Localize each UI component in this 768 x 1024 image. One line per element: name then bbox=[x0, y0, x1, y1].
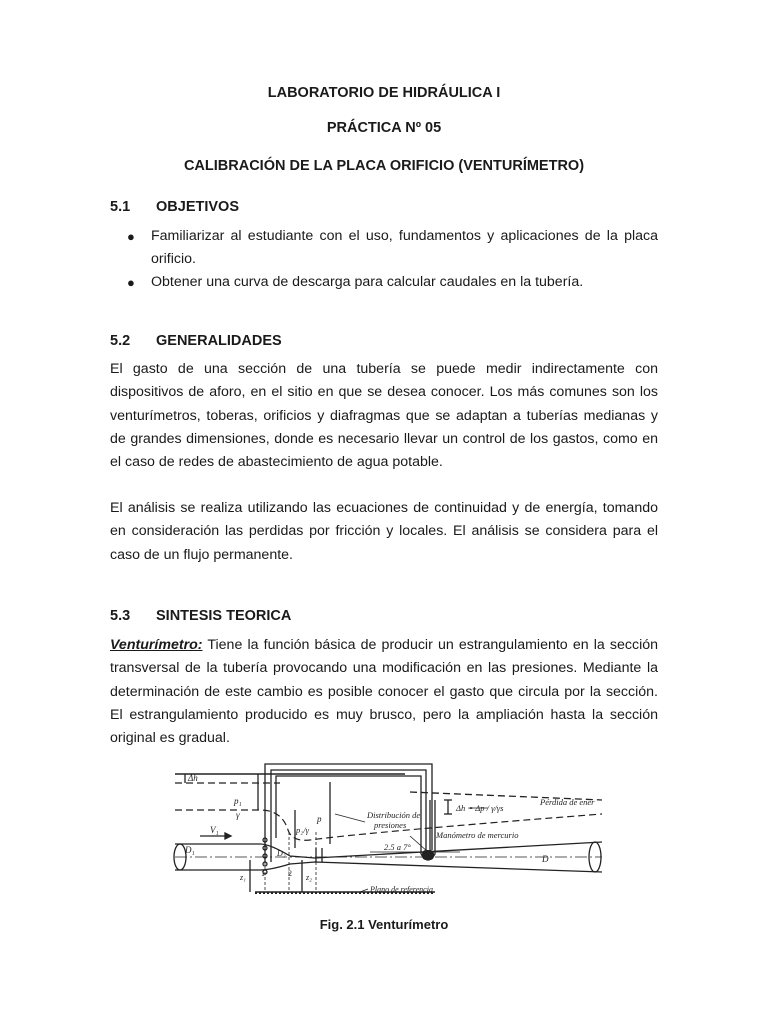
section-number: 5.1 bbox=[110, 199, 131, 215]
label-p1: p₁ bbox=[234, 796, 242, 806]
label-gamma: γ bbox=[236, 810, 240, 820]
label-z1: z₁ bbox=[240, 873, 246, 882]
label-formula: Δh = Δp / γ/γs bbox=[456, 803, 504, 813]
label-distribucion: Distribución de bbox=[367, 810, 421, 820]
lab-title: LABORATORIO DE HIDRÁULICA I bbox=[267, 85, 501, 101]
section-heading-sintesis bbox=[110, 608, 291, 624]
section-heading-generalidades bbox=[110, 333, 282, 349]
label-p: p bbox=[317, 814, 322, 824]
label-section-1: 1 bbox=[261, 869, 265, 878]
label-d2: D₂ bbox=[277, 849, 286, 858]
venturimeter-diagram bbox=[170, 752, 602, 902]
practice-number: PRÁCTICA Nº 05 bbox=[326, 120, 442, 136]
section-title: GENERALIDADES bbox=[156, 333, 282, 349]
label-p2: p₂/γ bbox=[296, 825, 309, 835]
bullet-icon: ● bbox=[127, 229, 135, 244]
label-angle: 2.5 a 7° bbox=[384, 842, 411, 852]
label-manometro: Manómetro de mercurio bbox=[436, 830, 519, 840]
paragraph-venturimetro bbox=[110, 634, 658, 750]
label-section-2: 2 bbox=[288, 869, 292, 878]
paragraph-generalidades-1: El gasto de una sección de una tubería se puede medir indirectamente con dispositivos de aforo, en el sitio en que se desea conocer. Los más comunes son los venturímetros, toberas, orificios y diafragmas que se adaptan a tuberías medianas y de grandes dimensiones, donde es necesario llevar un control de los gastos, como en el caso de redes de abastecimiento de agua potable. bbox=[110, 361, 658, 471]
bullet-icon: ● bbox=[127, 275, 135, 290]
term-venturimetro: Venturímetro: bbox=[110, 637, 203, 653]
label-plano: Plano de referencia bbox=[370, 885, 433, 894]
list-item bbox=[110, 225, 658, 271]
objectives-list bbox=[110, 225, 658, 294]
label-d1: D₁ bbox=[185, 845, 195, 855]
list-item-text: Familiarizar al estudiante con el uso, fundamentos y aplicaciones de la placa orificio. bbox=[151, 228, 658, 267]
list-item bbox=[110, 271, 658, 294]
practice-subject: CALIBRACIÓN DE LA PLACA ORIFICIO (VENTURÍMETRO) bbox=[183, 158, 585, 174]
label-perdida: Pérdida de ener bbox=[540, 797, 595, 807]
label-v1: V₁ bbox=[210, 825, 219, 835]
section-number: 5.3 bbox=[110, 608, 131, 624]
paragraph-generalidades-2: El análisis se realiza utilizando las ecuaciones de continuidad y de energía, tomando en consideración las perdidas por fricción y locales. El análisis se considera para el caso de un flujo permanente. bbox=[110, 500, 658, 563]
label-z2: z₂ bbox=[306, 873, 312, 882]
list-item-text: Obtener una curva de descarga para calcular caudales en la tubería. bbox=[151, 274, 584, 290]
section-title: OBJETIVOS bbox=[156, 199, 239, 215]
figure-caption: Fig. 2.1 Venturímetro bbox=[319, 917, 449, 932]
section-heading-objetivos bbox=[110, 199, 239, 215]
section-number: 5.2 bbox=[110, 333, 131, 349]
label-delta-h: Δh bbox=[188, 773, 198, 783]
label-presiones: presiones bbox=[374, 820, 407, 830]
section-title: SINTESIS TEORICA bbox=[156, 608, 292, 624]
label-d: D bbox=[542, 854, 549, 864]
paragraph-text: Tiene la función básica de producir un estrangulamiento en la sección transversal de la tubería provocando una modificación en las presiones. Mediante la determinación de este cambio es posible conocer el gasto que circula por la sección. El estrangulamiento producido es muy brusco, pero la ampliación hasta la sección original es gradual. bbox=[110, 637, 658, 747]
